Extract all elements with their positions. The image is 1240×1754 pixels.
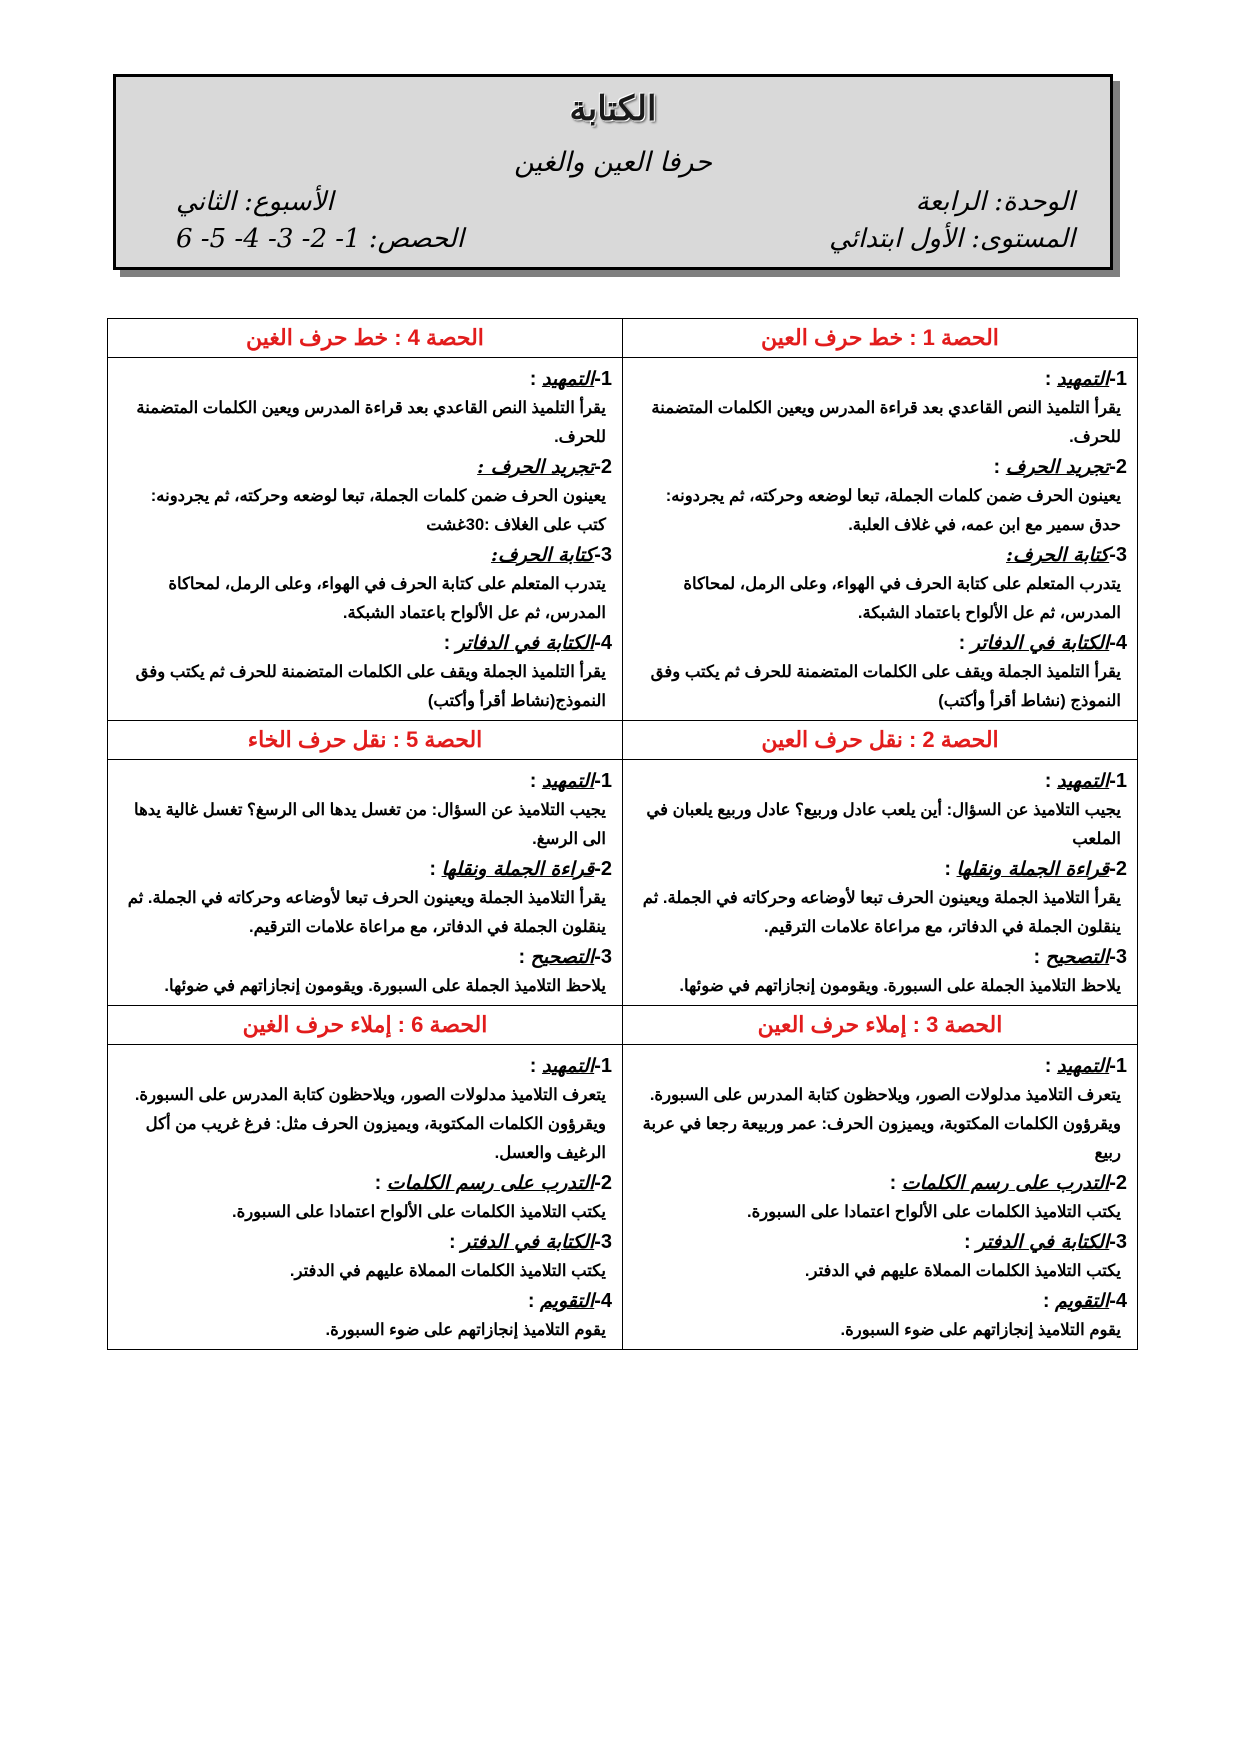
- lesson-step: [633, 1051, 1127, 1168]
- step-name: التمهيد: [541, 368, 595, 390]
- lesson-step: [118, 452, 612, 540]
- lesson-step: [633, 540, 1127, 628]
- lesson-step: [633, 628, 1127, 716]
- step-colon: :: [1033, 946, 1046, 968]
- page-subtitle: حرفا العين والغين: [514, 147, 712, 178]
- step-name: التقويم: [1055, 1290, 1110, 1312]
- lesson-step: [118, 364, 612, 452]
- sessions-label: الحصص: 1- 2- 3- 4- 5- 6: [176, 224, 464, 254]
- step-colon: :: [529, 770, 542, 792]
- step-number: 4-: [1109, 1290, 1127, 1312]
- step-text: يعينون الحرف ضمن كلمات الجملة، تبعا لوضعه وحركته، ثم يجردونه: حدق سمير مع ابن عمه، في غلاف العلبة.: [665, 487, 1121, 534]
- lesson-step: [118, 1227, 612, 1286]
- step-number: 2-: [594, 1172, 612, 1194]
- step-text: يتدرب المتعلم على كتابة الحرف في الهواء، وعلى الرمل، لمحاكاة المدرس، ثم عل الألواح باعتماد الشبكة.: [683, 575, 1121, 622]
- step-name: الكتابة في الدفاتر: [970, 632, 1110, 654]
- step-number: 3-: [594, 946, 612, 968]
- step-heading: [633, 854, 1127, 884]
- step-name: كتابة الحرف:: [491, 544, 595, 566]
- step-name: تجريد الحرف: [1005, 456, 1110, 478]
- lesson-step: [118, 1286, 612, 1345]
- step-colon: :: [944, 858, 957, 880]
- step-number: 1-: [594, 368, 612, 390]
- step-name: قراءة الجملة ونقلها: [956, 858, 1110, 880]
- step-heading: [118, 364, 612, 394]
- week-label: الأسبوع: الثاني: [176, 187, 334, 217]
- step-name: التصحيح: [530, 946, 595, 968]
- step-text: يكتب التلاميذ الكلمات على الألواح اعتمادا على السبورة.: [746, 1203, 1121, 1221]
- lesson-content: [108, 760, 623, 1006]
- lesson-step: [118, 1051, 612, 1168]
- step-colon: :: [374, 1172, 387, 1194]
- step-number: 3-: [594, 544, 612, 566]
- step-name: التقويم: [540, 1290, 595, 1312]
- header-row-1: [176, 187, 1075, 221]
- unit-label: الوحدة: الرابعة: [915, 187, 1075, 217]
- lessons-table: [107, 318, 1138, 1350]
- step-heading: [118, 628, 612, 658]
- step-number: 1-: [594, 1055, 612, 1077]
- step-name: التمهيد: [1056, 1055, 1110, 1077]
- step-number: 2-: [594, 858, 612, 880]
- lesson-step: [633, 766, 1127, 854]
- step-text: يجيب التلاميذ عن السؤال: أين يلعب عادل وربيع؟ عادل وربيع يلعبان في الملعب: [646, 801, 1121, 848]
- step-colon: :: [993, 456, 1006, 478]
- step-heading: [633, 1286, 1127, 1316]
- lesson-step: [118, 854, 612, 942]
- lesson-content: [108, 1045, 623, 1350]
- step-text: يتعرف التلاميذ مدلولات الصور، ويلاحظون كتابة المدرس على السبورة. ويقرؤون الكلمات المكتوبة، ويميزون الحرف: عمر وربيعة رجعا في عربة ربيع: [642, 1086, 1121, 1162]
- step-colon: :: [518, 946, 531, 968]
- step-number: 3-: [1109, 544, 1127, 566]
- step-name: التمهيد: [541, 1055, 595, 1077]
- lesson-step: [633, 1286, 1127, 1345]
- lesson-content: [623, 358, 1138, 721]
- step-heading: [118, 1227, 612, 1257]
- step-colon: :: [448, 1231, 462, 1253]
- step-number: 4-: [594, 632, 612, 654]
- step-heading: [633, 1227, 1127, 1257]
- step-colon: :: [529, 368, 542, 390]
- step-name: كتابة الحرف:: [1006, 544, 1110, 566]
- step-name: التدرب على رسم الكلمات: [386, 1172, 595, 1194]
- step-colon: :: [889, 1172, 902, 1194]
- lesson-step: [633, 854, 1127, 942]
- step-heading: [118, 1051, 612, 1081]
- step-name: قراءة الجملة ونقلها: [441, 858, 595, 880]
- lesson-step: [118, 1168, 612, 1227]
- step-text: يقرأ التلاميذ الجملة ويعينون الحرف تبعا لأوضاعه وحركاته في الجملة. ثم ينقلون الجملة في الدفاتر، مع مراعاة علامات الترقيم.: [642, 889, 1121, 936]
- lesson-step: [633, 364, 1127, 452]
- step-number: 1-: [594, 770, 612, 792]
- step-text: يقرأ التلميذ الجملة ويقف على الكلمات المتضمنة للحرف ثم يكتب وفق النموذج (نشاط أقرأ وأكتب): [650, 663, 1121, 710]
- lesson-title: الحصة 4 : خط حرف الغين: [108, 319, 623, 358]
- step-heading: [118, 1168, 612, 1198]
- lesson-title: الحصة 5 : نقل حرف الخاء: [108, 721, 623, 760]
- lesson-title: الحصة 2 : نقل حرف العين: [623, 721, 1138, 760]
- lesson-content: [108, 358, 623, 721]
- step-text: يتدرب المتعلم على كتابة الحرف في الهواء، وعلى الرمل، لمحاكاة المدرس، ثم عل الألواح باعتماد الشبكة.: [168, 575, 606, 622]
- step-heading: [633, 1168, 1127, 1198]
- lesson-title-row: [108, 1006, 1138, 1045]
- lesson-body-row: [108, 1045, 1138, 1350]
- step-heading: [633, 942, 1127, 972]
- step-text: يتعرف التلاميذ مدلولات الصور، ويلاحظون كتابة المدرس على السبورة. ويقرؤون الكلمات المكتوبة، ويميزون الحرف مثل: فرغ غريب من أكل الرغيف والعسل.: [134, 1086, 606, 1162]
- step-text: يقرأ التلميذ الجملة ويقف على الكلمات المتضمنة للحرف ثم يكتب وفق النموذج(نشاط أقرأ وأكتب): [135, 663, 606, 710]
- step-heading: [633, 364, 1127, 394]
- step-number: 2-: [1109, 858, 1127, 880]
- lesson-step: [633, 1227, 1127, 1286]
- lesson-step: [633, 452, 1127, 540]
- step-name: الكتابة في الدفتر: [461, 1231, 595, 1253]
- lesson-title: الحصة 3 : إملاء حرف العين: [623, 1006, 1138, 1045]
- lesson-step: [118, 628, 612, 716]
- step-colon: :: [1044, 1055, 1057, 1077]
- header-box: [113, 74, 1120, 277]
- step-number: 2-: [594, 456, 612, 478]
- step-number: 1-: [1109, 1055, 1127, 1077]
- level-label: المستوى: الأول ابتدائي: [829, 224, 1075, 254]
- step-colon: :: [1044, 770, 1057, 792]
- step-heading: [633, 766, 1127, 796]
- header-panel: [113, 74, 1113, 270]
- step-text: يقرأ التلميذ النص القاعدي بعد قراءة المدرس ويعين الكلمات المتضمنة للحرف.: [136, 399, 606, 446]
- step-number: 2-: [1109, 1172, 1127, 1194]
- lesson-title: الحصة 6 : إملاء حرف الغين: [108, 1006, 623, 1045]
- step-colon: :: [529, 1055, 542, 1077]
- lesson-content: [623, 760, 1138, 1006]
- step-number: 3-: [594, 1231, 612, 1253]
- step-colon: :: [958, 632, 971, 654]
- step-number: 3-: [1109, 1231, 1127, 1253]
- lesson-body-row: [108, 358, 1138, 721]
- step-colon: :: [429, 858, 442, 880]
- step-heading: [633, 628, 1127, 658]
- step-heading: [118, 854, 612, 884]
- step-number: 4-: [1109, 632, 1127, 654]
- lesson-content: [623, 1045, 1138, 1350]
- lesson-body-row: [108, 760, 1138, 1006]
- step-text: يكتب التلاميذ الكلمات المملاة عليهم في الدفتر.: [289, 1262, 606, 1280]
- step-number: 1-: [1109, 770, 1127, 792]
- step-colon: :: [527, 1290, 541, 1312]
- step-name: التمهيد: [1056, 368, 1110, 390]
- step-text: يكتب التلاميذ الكلمات المملاة عليهم في الدفتر.: [804, 1262, 1121, 1280]
- lesson-title-row: [108, 721, 1138, 760]
- step-heading: [633, 1051, 1127, 1081]
- step-heading: [633, 452, 1127, 482]
- lesson-title-row: [108, 319, 1138, 358]
- lesson-step: [633, 1168, 1127, 1227]
- step-number: 4-: [594, 1290, 612, 1312]
- step-text: يقوم التلاميذ إنجازاتهم على ضوء السبورة.: [325, 1321, 606, 1339]
- page-title: الكتابة: [569, 89, 657, 129]
- step-number: 3-: [1109, 946, 1127, 968]
- lesson-step: [118, 942, 612, 1001]
- step-text: يجيب التلاميذ عن السؤال: من تغسل يدها الى الرسغ؟ تغسل غالية يدها الى الرسغ.: [134, 801, 606, 848]
- step-heading: [118, 942, 612, 972]
- step-name: الكتابة في الدفاتر: [455, 632, 595, 654]
- step-name: التصحيح: [1045, 946, 1110, 968]
- lesson-step: [118, 766, 612, 854]
- step-text: يكتب التلاميذ الكلمات على الألواح اعتمادا على السبورة.: [231, 1203, 606, 1221]
- step-name: التمهيد: [1056, 770, 1110, 792]
- lesson-title: الحصة 1 : خط حرف العين: [623, 319, 1138, 358]
- step-number: 2-: [1109, 456, 1127, 478]
- step-heading: [118, 452, 612, 482]
- step-heading: [118, 766, 612, 796]
- step-heading: [633, 540, 1127, 570]
- step-heading: [118, 1286, 612, 1316]
- step-text: يقرأ التلميذ النص القاعدي بعد قراءة المدرس ويعين الكلمات المتضمنة للحرف.: [651, 399, 1121, 446]
- header-row-2: [176, 224, 1075, 258]
- step-text: يعينون الحرف ضمن كلمات الجملة، تبعا لوضعه وحركته، ثم يجردونه: كتب على الغلاف :30غشت: [150, 487, 606, 534]
- step-heading: [118, 540, 612, 570]
- step-text: يقوم التلاميذ إنجازاتهم على ضوء السبورة.: [840, 1321, 1121, 1339]
- step-colon: :: [443, 632, 456, 654]
- step-colon: :: [1042, 1290, 1056, 1312]
- step-number: 1-: [1109, 368, 1127, 390]
- step-colon: :: [963, 1231, 977, 1253]
- step-name: الكتابة في الدفتر: [976, 1231, 1110, 1253]
- step-text: يلاحظ التلاميذ الجملة على السبورة. ويقومون إنجازاتهم في ضوئها.: [164, 977, 606, 995]
- step-name: التدرب على رسم الكلمات: [901, 1172, 1110, 1194]
- step-name: تجريد الحرف :: [477, 456, 595, 478]
- step-text: يقرأ التلاميذ الجملة ويعينون الحرف تبعا لأوضاعه وحركاته في الجملة. ثم ينقلون الجملة في الدفاتر، مع مراعاة علامات الترقيم.: [127, 889, 606, 936]
- step-text: يلاحظ التلاميذ الجملة على السبورة. ويقومون إنجازاتهم في ضوئها.: [679, 977, 1121, 995]
- step-colon: :: [1044, 368, 1057, 390]
- lesson-step: [633, 942, 1127, 1001]
- lesson-step: [118, 540, 612, 628]
- step-name: التمهيد: [541, 770, 595, 792]
